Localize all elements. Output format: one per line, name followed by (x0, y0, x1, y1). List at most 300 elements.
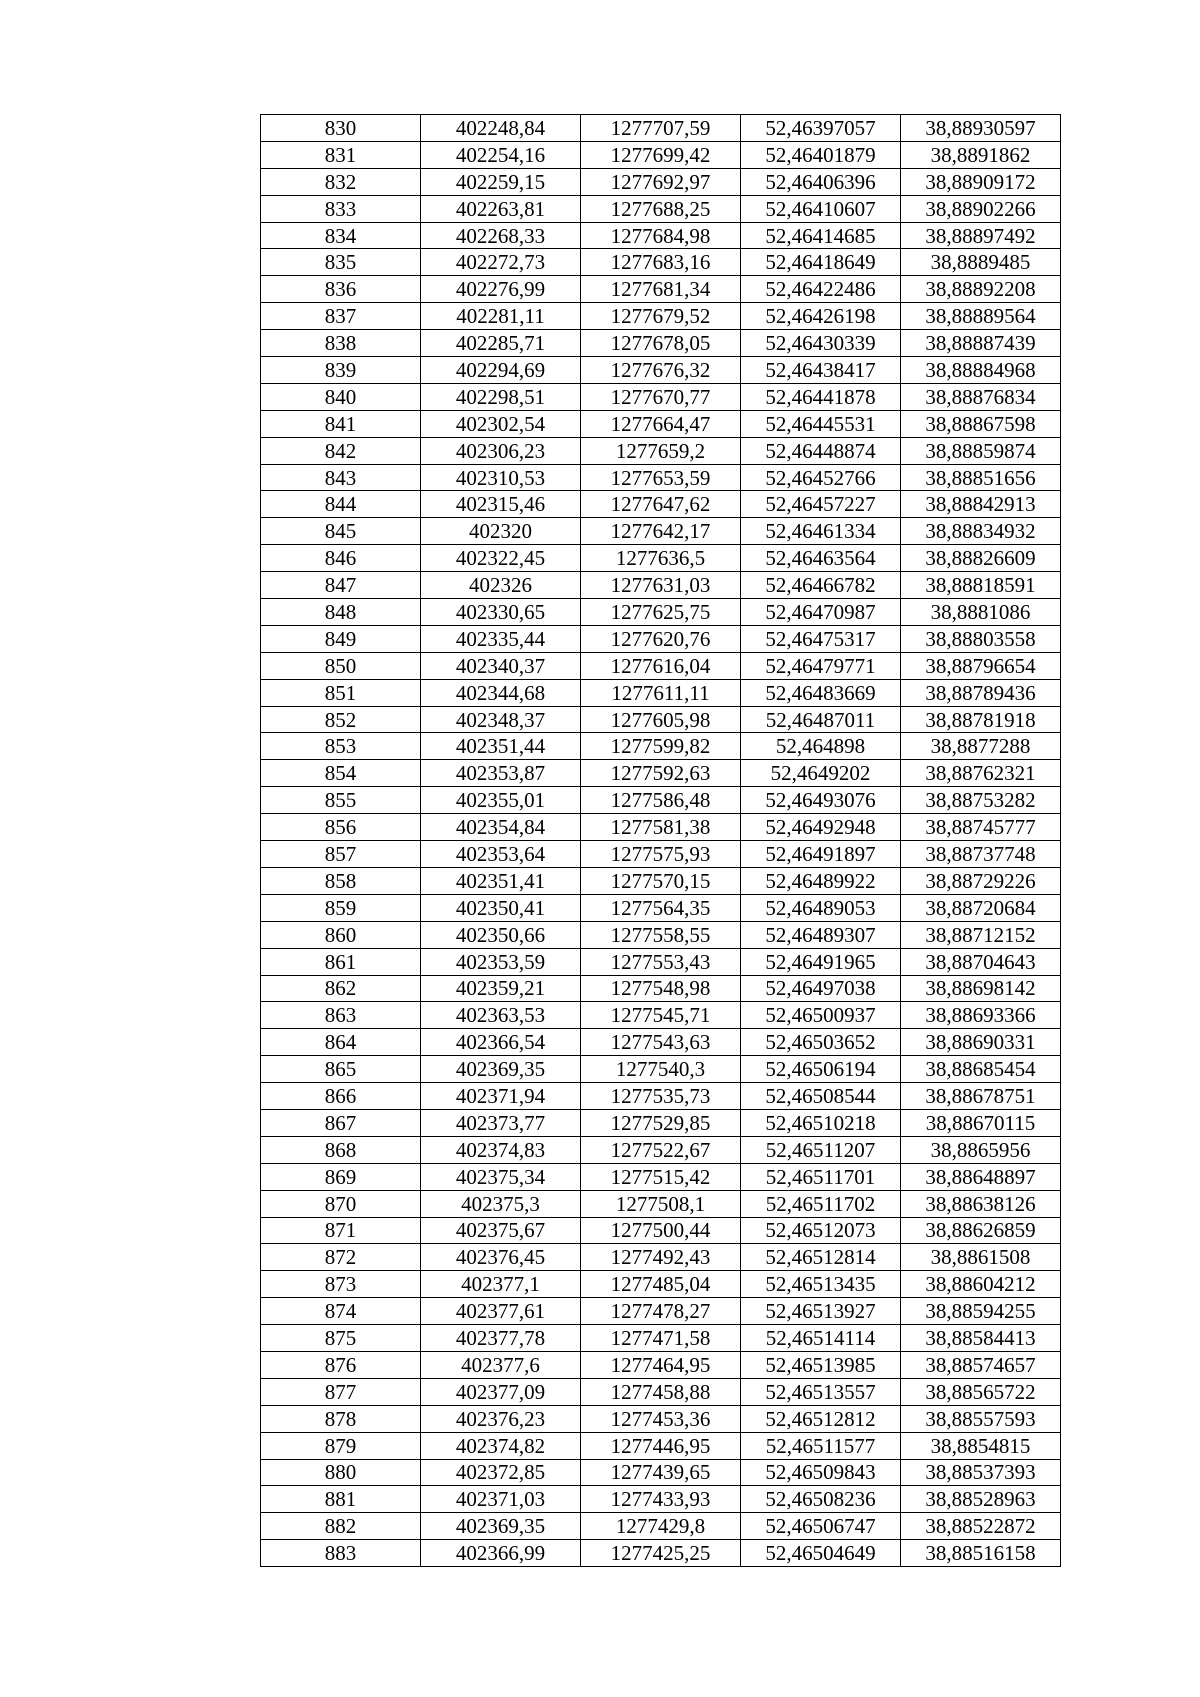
y-coordinate-cell: 1277453,36 (581, 1405, 741, 1432)
longitude-cell: 38,88574657 (901, 1351, 1061, 1378)
point-number-cell: 855 (261, 787, 421, 814)
point-number-cell: 858 (261, 867, 421, 894)
x-coordinate-cell: 402372,85 (421, 1459, 581, 1486)
table-row (261, 760, 1061, 787)
table-row (261, 1351, 1061, 1378)
point-number-cell: 845 (261, 518, 421, 545)
y-coordinate-cell: 1277605,98 (581, 706, 741, 733)
longitude-cell: 38,88537393 (901, 1459, 1061, 1486)
latitude-cell: 52,46509843 (741, 1459, 901, 1486)
x-coordinate-cell: 402366,54 (421, 1029, 581, 1056)
table-row (261, 1271, 1061, 1298)
y-coordinate-cell: 1277616,04 (581, 652, 741, 679)
latitude-cell: 52,46489307 (741, 921, 901, 948)
latitude-cell: 52,46475317 (741, 625, 901, 652)
table-row (261, 1136, 1061, 1163)
table-row (261, 1190, 1061, 1217)
x-coordinate-cell: 402353,64 (421, 841, 581, 868)
longitude-cell: 38,88902266 (901, 195, 1061, 222)
table-row (261, 1432, 1061, 1459)
table-row (261, 383, 1061, 410)
x-coordinate-cell: 402344,68 (421, 679, 581, 706)
table-row (261, 706, 1061, 733)
longitude-cell: 38,8854815 (901, 1432, 1061, 1459)
table-row (261, 115, 1061, 142)
latitude-cell: 52,46512812 (741, 1405, 901, 1432)
longitude-cell: 38,88670115 (901, 1109, 1061, 1136)
point-number-cell: 848 (261, 599, 421, 626)
latitude-cell: 52,46511207 (741, 1136, 901, 1163)
longitude-cell: 38,88889564 (901, 303, 1061, 330)
point-number-cell: 874 (261, 1298, 421, 1325)
x-coordinate-cell: 402371,94 (421, 1083, 581, 1110)
x-coordinate-cell: 402369,35 (421, 1056, 581, 1083)
x-coordinate-cell: 402315,46 (421, 491, 581, 518)
latitude-cell: 52,46422486 (741, 276, 901, 303)
latitude-cell: 52,46508544 (741, 1083, 901, 1110)
table-row (261, 195, 1061, 222)
x-coordinate-cell: 402377,78 (421, 1325, 581, 1352)
y-coordinate-cell: 1277558,55 (581, 921, 741, 948)
table-row (261, 1486, 1061, 1513)
y-coordinate-cell: 1277529,85 (581, 1109, 741, 1136)
y-coordinate-cell: 1277670,77 (581, 383, 741, 410)
longitude-cell: 38,88762321 (901, 760, 1061, 787)
latitude-cell: 52,46511702 (741, 1190, 901, 1217)
x-coordinate-cell: 402330,65 (421, 599, 581, 626)
x-coordinate-cell: 402298,51 (421, 383, 581, 410)
longitude-cell: 38,8877288 (901, 733, 1061, 760)
longitude-cell: 38,88781918 (901, 706, 1061, 733)
y-coordinate-cell: 1277676,32 (581, 357, 741, 384)
longitude-cell: 38,88729226 (901, 867, 1061, 894)
longitude-cell: 38,88720684 (901, 894, 1061, 921)
x-coordinate-cell: 402375,34 (421, 1163, 581, 1190)
coordinates-table-body (261, 115, 1061, 1567)
point-number-cell: 838 (261, 330, 421, 357)
longitude-cell: 38,8865956 (901, 1136, 1061, 1163)
longitude-cell: 38,88796654 (901, 652, 1061, 679)
point-number-cell: 856 (261, 814, 421, 841)
point-number-cell: 883 (261, 1540, 421, 1567)
y-coordinate-cell: 1277543,63 (581, 1029, 741, 1056)
point-number-cell: 847 (261, 572, 421, 599)
longitude-cell: 38,88678751 (901, 1083, 1061, 1110)
x-coordinate-cell: 402375,3 (421, 1190, 581, 1217)
latitude-cell: 52,46414685 (741, 222, 901, 249)
longitude-cell: 38,88818591 (901, 572, 1061, 599)
longitude-cell: 38,88909172 (901, 168, 1061, 195)
x-coordinate-cell: 402254,16 (421, 141, 581, 168)
longitude-cell: 38,88842913 (901, 491, 1061, 518)
point-number-cell: 830 (261, 115, 421, 142)
latitude-cell: 52,46410607 (741, 195, 901, 222)
y-coordinate-cell: 1277485,04 (581, 1271, 741, 1298)
longitude-cell: 38,88698142 (901, 975, 1061, 1002)
x-coordinate-cell: 402369,35 (421, 1513, 581, 1540)
latitude-cell: 52,46418649 (741, 249, 901, 276)
x-coordinate-cell: 402248,84 (421, 115, 581, 142)
table-row (261, 1163, 1061, 1190)
y-coordinate-cell: 1277592,63 (581, 760, 741, 787)
longitude-cell: 38,88789436 (901, 679, 1061, 706)
point-number-cell: 843 (261, 464, 421, 491)
x-coordinate-cell: 402377,61 (421, 1298, 581, 1325)
y-coordinate-cell: 1277581,38 (581, 814, 741, 841)
y-coordinate-cell: 1277433,93 (581, 1486, 741, 1513)
longitude-cell: 38,88887439 (901, 330, 1061, 357)
x-coordinate-cell: 402374,83 (421, 1136, 581, 1163)
latitude-cell: 52,46497038 (741, 975, 901, 1002)
longitude-cell: 38,8881086 (901, 599, 1061, 626)
table-row (261, 141, 1061, 168)
longitude-cell: 38,88884968 (901, 357, 1061, 384)
point-number-cell: 863 (261, 1002, 421, 1029)
latitude-cell: 52,46438417 (741, 357, 901, 384)
point-number-cell: 837 (261, 303, 421, 330)
latitude-cell: 52,46491897 (741, 841, 901, 868)
point-number-cell: 878 (261, 1405, 421, 1432)
longitude-cell: 38,88737748 (901, 841, 1061, 868)
longitude-cell: 38,88704643 (901, 948, 1061, 975)
longitude-cell: 38,88753282 (901, 787, 1061, 814)
y-coordinate-cell: 1277540,3 (581, 1056, 741, 1083)
longitude-cell: 38,88594255 (901, 1298, 1061, 1325)
point-number-cell: 853 (261, 733, 421, 760)
point-number-cell: 846 (261, 545, 421, 572)
point-number-cell: 836 (261, 276, 421, 303)
y-coordinate-cell: 1277620,76 (581, 625, 741, 652)
table-row (261, 1298, 1061, 1325)
y-coordinate-cell: 1277684,98 (581, 222, 741, 249)
point-number-cell: 875 (261, 1325, 421, 1352)
x-coordinate-cell: 402335,44 (421, 625, 581, 652)
y-coordinate-cell: 1277681,34 (581, 276, 741, 303)
point-number-cell: 861 (261, 948, 421, 975)
table-row (261, 168, 1061, 195)
point-number-cell: 868 (261, 1136, 421, 1163)
longitude-cell: 38,88803558 (901, 625, 1061, 652)
point-number-cell: 882 (261, 1513, 421, 1540)
table-row (261, 1002, 1061, 1029)
y-coordinate-cell: 1277647,62 (581, 491, 741, 518)
longitude-cell: 38,88690331 (901, 1029, 1061, 1056)
table-row (261, 330, 1061, 357)
latitude-cell: 52,46512073 (741, 1217, 901, 1244)
y-coordinate-cell: 1277478,27 (581, 1298, 741, 1325)
y-coordinate-cell: 1277458,88 (581, 1378, 741, 1405)
table-row (261, 787, 1061, 814)
x-coordinate-cell: 402363,53 (421, 1002, 581, 1029)
point-number-cell: 852 (261, 706, 421, 733)
table-row (261, 975, 1061, 1002)
table-row (261, 625, 1061, 652)
latitude-cell: 52,46397057 (741, 115, 901, 142)
table-row (261, 894, 1061, 921)
table-row (261, 1109, 1061, 1136)
table-row (261, 1378, 1061, 1405)
table-row (261, 572, 1061, 599)
point-number-cell: 859 (261, 894, 421, 921)
x-coordinate-cell: 402351,41 (421, 867, 581, 894)
point-number-cell: 841 (261, 410, 421, 437)
y-coordinate-cell: 1277425,25 (581, 1540, 741, 1567)
latitude-cell: 52,46506194 (741, 1056, 901, 1083)
x-coordinate-cell: 402353,59 (421, 948, 581, 975)
latitude-cell: 52,4649202 (741, 760, 901, 787)
latitude-cell: 52,46491965 (741, 948, 901, 975)
x-coordinate-cell: 402310,53 (421, 464, 581, 491)
point-number-cell: 877 (261, 1378, 421, 1405)
latitude-cell: 52,46511577 (741, 1432, 901, 1459)
y-coordinate-cell: 1277692,97 (581, 168, 741, 195)
y-coordinate-cell: 1277545,71 (581, 1002, 741, 1029)
y-coordinate-cell: 1277653,59 (581, 464, 741, 491)
longitude-cell: 38,88930597 (901, 115, 1061, 142)
x-coordinate-cell: 402373,77 (421, 1109, 581, 1136)
table-row (261, 437, 1061, 464)
x-coordinate-cell: 402376,23 (421, 1405, 581, 1432)
coordinates-table (260, 114, 1061, 1567)
x-coordinate-cell: 402377,1 (421, 1271, 581, 1298)
x-coordinate-cell: 402322,45 (421, 545, 581, 572)
x-coordinate-cell: 402376,45 (421, 1244, 581, 1271)
x-coordinate-cell: 402281,11 (421, 303, 581, 330)
table-row (261, 733, 1061, 760)
point-number-cell: 850 (261, 652, 421, 679)
longitude-cell: 38,8861508 (901, 1244, 1061, 1271)
point-number-cell: 839 (261, 357, 421, 384)
point-number-cell: 842 (261, 437, 421, 464)
x-coordinate-cell: 402371,03 (421, 1486, 581, 1513)
point-number-cell: 860 (261, 921, 421, 948)
y-coordinate-cell: 1277599,82 (581, 733, 741, 760)
point-number-cell: 840 (261, 383, 421, 410)
table-row (261, 357, 1061, 384)
y-coordinate-cell: 1277586,48 (581, 787, 741, 814)
point-number-cell: 869 (261, 1163, 421, 1190)
table-row (261, 410, 1061, 437)
point-number-cell: 857 (261, 841, 421, 868)
longitude-cell: 38,88516158 (901, 1540, 1061, 1567)
longitude-cell: 38,88892208 (901, 276, 1061, 303)
y-coordinate-cell: 1277688,25 (581, 195, 741, 222)
y-coordinate-cell: 1277679,52 (581, 303, 741, 330)
x-coordinate-cell: 402355,01 (421, 787, 581, 814)
table-row (261, 867, 1061, 894)
latitude-cell: 52,46513435 (741, 1271, 901, 1298)
y-coordinate-cell: 1277535,73 (581, 1083, 741, 1110)
longitude-cell: 38,88685454 (901, 1056, 1061, 1083)
latitude-cell: 52,46426198 (741, 303, 901, 330)
table-row (261, 1029, 1061, 1056)
latitude-cell: 52,46513927 (741, 1298, 901, 1325)
x-coordinate-cell: 402285,71 (421, 330, 581, 357)
table-row (261, 1513, 1061, 1540)
y-coordinate-cell: 1277659,2 (581, 437, 741, 464)
longitude-cell: 38,88826609 (901, 545, 1061, 572)
table-row (261, 1056, 1061, 1083)
y-coordinate-cell: 1277707,59 (581, 115, 741, 142)
latitude-cell: 52,46430339 (741, 330, 901, 357)
table-row (261, 518, 1061, 545)
y-coordinate-cell: 1277508,1 (581, 1190, 741, 1217)
point-number-cell: 849 (261, 625, 421, 652)
point-number-cell: 834 (261, 222, 421, 249)
table-row (261, 1325, 1061, 1352)
latitude-cell: 52,46492948 (741, 814, 901, 841)
y-coordinate-cell: 1277548,98 (581, 975, 741, 1002)
x-coordinate-cell: 402259,15 (421, 168, 581, 195)
table-row (261, 464, 1061, 491)
x-coordinate-cell: 402306,23 (421, 437, 581, 464)
x-coordinate-cell: 402359,21 (421, 975, 581, 1002)
latitude-cell: 52,46511701 (741, 1163, 901, 1190)
longitude-cell: 38,88867598 (901, 410, 1061, 437)
x-coordinate-cell: 402354,84 (421, 814, 581, 841)
table-row (261, 1244, 1061, 1271)
longitude-cell: 38,88834932 (901, 518, 1061, 545)
latitude-cell: 52,46457227 (741, 491, 901, 518)
y-coordinate-cell: 1277515,42 (581, 1163, 741, 1190)
longitude-cell: 38,88528963 (901, 1486, 1061, 1513)
table-row (261, 249, 1061, 276)
latitude-cell: 52,46466782 (741, 572, 901, 599)
point-number-cell: 864 (261, 1029, 421, 1056)
x-coordinate-cell: 402351,44 (421, 733, 581, 760)
table-row (261, 1083, 1061, 1110)
y-coordinate-cell: 1277625,75 (581, 599, 741, 626)
latitude-cell: 52,46479771 (741, 652, 901, 679)
x-coordinate-cell: 402374,82 (421, 1432, 581, 1459)
y-coordinate-cell: 1277575,93 (581, 841, 741, 868)
x-coordinate-cell: 402350,66 (421, 921, 581, 948)
y-coordinate-cell: 1277678,05 (581, 330, 741, 357)
point-number-cell: 866 (261, 1083, 421, 1110)
x-coordinate-cell: 402276,99 (421, 276, 581, 303)
latitude-cell: 52,46493076 (741, 787, 901, 814)
y-coordinate-cell: 1277522,67 (581, 1136, 741, 1163)
y-coordinate-cell: 1277570,15 (581, 867, 741, 894)
longitude-cell: 38,8891862 (901, 141, 1061, 168)
latitude-cell: 52,46406396 (741, 168, 901, 195)
y-coordinate-cell: 1277471,58 (581, 1325, 741, 1352)
longitude-cell: 38,88745777 (901, 814, 1061, 841)
latitude-cell: 52,46448874 (741, 437, 901, 464)
table-row (261, 921, 1061, 948)
latitude-cell: 52,46508236 (741, 1486, 901, 1513)
y-coordinate-cell: 1277446,95 (581, 1432, 741, 1459)
longitude-cell: 38,88851656 (901, 464, 1061, 491)
point-number-cell: 832 (261, 168, 421, 195)
longitude-cell: 38,88565722 (901, 1378, 1061, 1405)
longitude-cell: 38,88638126 (901, 1190, 1061, 1217)
longitude-cell: 38,88557593 (901, 1405, 1061, 1432)
table-row (261, 1217, 1061, 1244)
point-number-cell: 872 (261, 1244, 421, 1271)
x-coordinate-cell: 402294,69 (421, 357, 581, 384)
y-coordinate-cell: 1277664,47 (581, 410, 741, 437)
latitude-cell: 52,46489922 (741, 867, 901, 894)
x-coordinate-cell: 402340,37 (421, 652, 581, 679)
table-row (261, 222, 1061, 249)
point-number-cell: 870 (261, 1190, 421, 1217)
x-coordinate-cell: 402377,6 (421, 1351, 581, 1378)
latitude-cell: 52,46489053 (741, 894, 901, 921)
table-row (261, 814, 1061, 841)
y-coordinate-cell: 1277500,44 (581, 1217, 741, 1244)
point-number-cell: 865 (261, 1056, 421, 1083)
y-coordinate-cell: 1277564,35 (581, 894, 741, 921)
point-number-cell: 862 (261, 975, 421, 1002)
longitude-cell: 38,88712152 (901, 921, 1061, 948)
longitude-cell: 38,88876834 (901, 383, 1061, 410)
longitude-cell: 38,88648897 (901, 1163, 1061, 1190)
longitude-cell: 38,88522872 (901, 1513, 1061, 1540)
longitude-cell: 38,88604212 (901, 1271, 1061, 1298)
latitude-cell: 52,46461334 (741, 518, 901, 545)
x-coordinate-cell: 402272,73 (421, 249, 581, 276)
longitude-cell: 38,88626859 (901, 1217, 1061, 1244)
y-coordinate-cell: 1277553,43 (581, 948, 741, 975)
point-number-cell: 867 (261, 1109, 421, 1136)
latitude-cell: 52,46506747 (741, 1513, 901, 1540)
latitude-cell: 52,46513985 (741, 1351, 901, 1378)
point-number-cell: 880 (261, 1459, 421, 1486)
y-coordinate-cell: 1277642,17 (581, 518, 741, 545)
latitude-cell: 52,46441878 (741, 383, 901, 410)
point-number-cell: 881 (261, 1486, 421, 1513)
x-coordinate-cell: 402326 (421, 572, 581, 599)
x-coordinate-cell: 402348,37 (421, 706, 581, 733)
y-coordinate-cell: 1277683,16 (581, 249, 741, 276)
x-coordinate-cell: 402263,81 (421, 195, 581, 222)
latitude-cell: 52,464898 (741, 733, 901, 760)
latitude-cell: 52,46510218 (741, 1109, 901, 1136)
table-row (261, 1540, 1061, 1567)
latitude-cell: 52,46483669 (741, 679, 901, 706)
latitude-cell: 52,46513557 (741, 1378, 901, 1405)
latitude-cell: 52,46504649 (741, 1540, 901, 1567)
latitude-cell: 52,46503652 (741, 1029, 901, 1056)
x-coordinate-cell: 402320 (421, 518, 581, 545)
point-number-cell: 831 (261, 141, 421, 168)
longitude-cell: 38,88859874 (901, 437, 1061, 464)
x-coordinate-cell: 402350,41 (421, 894, 581, 921)
table-row (261, 1459, 1061, 1486)
y-coordinate-cell: 1277636,5 (581, 545, 741, 572)
longitude-cell: 38,88584413 (901, 1325, 1061, 1352)
longitude-cell: 38,88693366 (901, 1002, 1061, 1029)
y-coordinate-cell: 1277429,8 (581, 1513, 741, 1540)
table-row (261, 652, 1061, 679)
x-coordinate-cell: 402377,09 (421, 1378, 581, 1405)
latitude-cell: 52,46487011 (741, 706, 901, 733)
x-coordinate-cell: 402375,67 (421, 1217, 581, 1244)
point-number-cell: 833 (261, 195, 421, 222)
table-row (261, 679, 1061, 706)
x-coordinate-cell: 402353,87 (421, 760, 581, 787)
x-coordinate-cell: 402366,99 (421, 1540, 581, 1567)
y-coordinate-cell: 1277699,42 (581, 141, 741, 168)
latitude-cell: 52,46470987 (741, 599, 901, 626)
latitude-cell: 52,46463564 (741, 545, 901, 572)
x-coordinate-cell: 402268,33 (421, 222, 581, 249)
point-number-cell: 835 (261, 249, 421, 276)
longitude-cell: 38,88897492 (901, 222, 1061, 249)
y-coordinate-cell: 1277439,65 (581, 1459, 741, 1486)
table-row (261, 276, 1061, 303)
